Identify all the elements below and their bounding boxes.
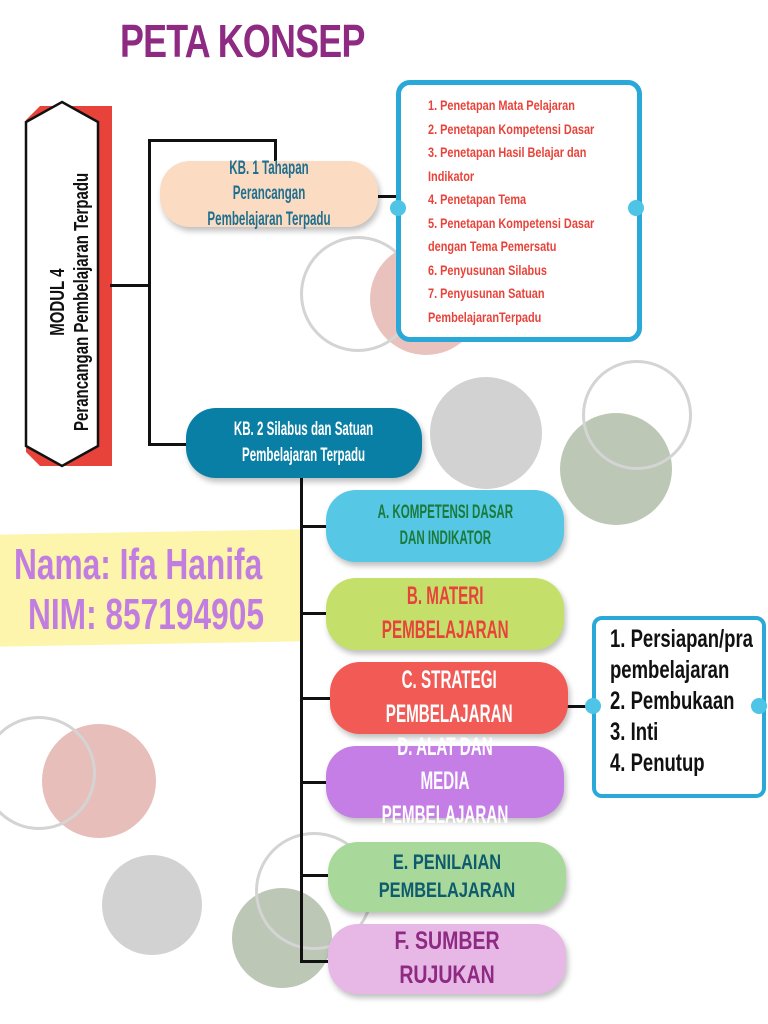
kb1-label-line1: KB. 1 Tahapan Perancangan	[229, 157, 309, 205]
connector	[300, 697, 332, 700]
kb2-item-line1: E. PENILAIAN PEMBELAJARAN	[378, 850, 516, 902]
decor-ring	[582, 360, 692, 470]
list-item: 1. Penetapan Mata Pelajaran	[428, 97, 575, 113]
kb1-steps-list	[428, 94, 638, 329]
decor-circle	[102, 855, 202, 955]
list-item: pembelajaran	[610, 656, 730, 684]
kb2-item-line2: PEMBELAJARAN	[381, 800, 509, 829]
list-item: 6. Penyusunan Silabus	[428, 261, 547, 278]
connector	[148, 139, 151, 445]
student-name: Nama: Ifa Hanifa	[14, 540, 263, 589]
kb2-item-line1: A. KOMPETENSI DASAR	[377, 502, 513, 524]
kb2-item-line2: DAN INDIKATOR	[399, 528, 491, 549]
list-item: 2. Pembukaan	[610, 687, 735, 715]
list-item: 4. Penutup	[610, 749, 705, 777]
list-item: 3. Penetapan Hasil Belajar dan	[428, 144, 587, 160]
list-item: 2. Penetapan Kompetensi Dasar	[428, 120, 595, 137]
kb2-item-a	[326, 490, 564, 562]
kb2-item-line1: D. ALAT DAN MEDIA	[397, 733, 493, 796]
connector	[300, 960, 328, 963]
kb2-item-e	[328, 842, 566, 912]
list-item: 5. Penetapan Kompetensi Dasar	[428, 214, 595, 231]
connector	[300, 525, 328, 528]
kb2-item-c	[330, 662, 568, 734]
kb1-node	[160, 157, 378, 230]
kb2-node	[186, 408, 422, 478]
connector	[300, 781, 328, 784]
kb2-label-line1: KB. 2 Silabus dan Satuan	[234, 419, 374, 441]
connector-dot	[390, 200, 406, 216]
kb1-label-line2: Pembelajaran Terpadu	[207, 208, 331, 230]
connector	[300, 612, 328, 615]
connector	[148, 139, 276, 142]
page-title: PETA KONSEP	[120, 15, 365, 67]
list-item: 4. Penetapan Tema	[428, 191, 527, 207]
strategy-steps-list	[610, 624, 768, 779]
list-item: 1. Persiapan/pra	[610, 625, 753, 653]
list-item: PembelajaranTerpadu	[428, 308, 542, 325]
connector-dot	[585, 698, 601, 714]
connector	[110, 284, 150, 287]
decor-circle	[430, 377, 542, 489]
list-item: 7. Penyusunan Satuan	[428, 285, 545, 301]
kb2-item-line1: B. MATERI	[406, 582, 484, 611]
kb2-item-b	[326, 578, 564, 650]
kb2-item-f	[328, 924, 566, 994]
kb2-item-line1: F. SUMBER RUJUKAN	[394, 927, 500, 989]
kb2-label-line2: Pembelajaran Terpadu	[242, 445, 366, 466]
connector	[148, 443, 188, 446]
kb2-item-d	[326, 733, 564, 829]
connector	[300, 472, 303, 962]
module-number: MODUL 4	[47, 268, 69, 336]
list-item: 3. Inti	[610, 718, 659, 746]
module-title: Perancangan Pembelajaran Terpadu	[71, 172, 93, 432]
list-item: dengan Tema Pemersatu	[428, 238, 557, 254]
connector	[300, 874, 328, 877]
kb2-item-line1: C. STRATEGI	[401, 666, 497, 695]
list-item: Indikator	[428, 167, 475, 184]
module-label	[40, 137, 100, 467]
student-nim: NIM: 857194905	[28, 590, 264, 639]
kb2-item-line2: PEMBELAJARAN	[381, 616, 509, 644]
kb2-item-line2: PEMBELAJARAN	[385, 700, 513, 728]
